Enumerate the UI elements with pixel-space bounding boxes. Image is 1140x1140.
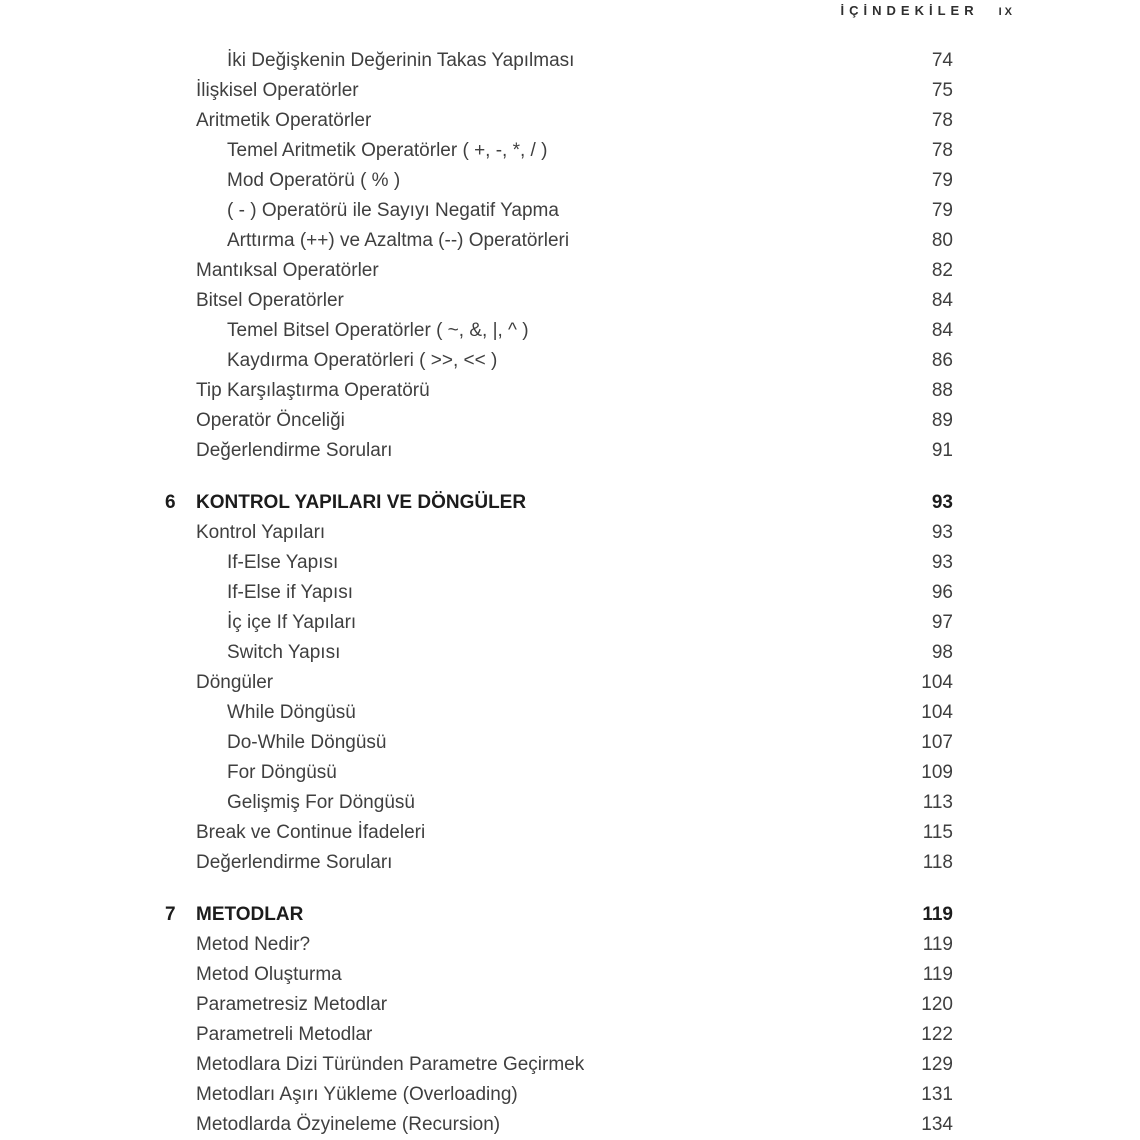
toc-entry-title: Kontrol Yapıları — [196, 522, 326, 543]
toc-entry-title: KONTROL YAPILARI VE DÖNGÜLER — [196, 492, 527, 513]
toc-entry-row — [165, 608, 953, 638]
toc-entry-title: Metodlarda Özyineleme (Recursion) — [196, 1114, 501, 1135]
toc-entry-page: 93 — [931, 492, 953, 513]
toc-entry-page: 91 — [931, 440, 953, 461]
toc-entry-title: Operatör Önceliği — [196, 410, 345, 431]
toc-entry-title: Metodlara Dizi Türünden Parametre Geçirmek — [196, 1054, 585, 1075]
toc-entry-page: 115 — [922, 822, 953, 843]
toc-entry-page: 75 — [931, 80, 953, 101]
toc-entry-row — [165, 226, 953, 256]
toc-entry-page: 86 — [931, 350, 953, 371]
toc-entry-row — [165, 166, 953, 196]
toc-entry-title: Metod Oluşturma — [196, 964, 342, 985]
toc-entry-page: 88 — [931, 380, 953, 401]
toc-entry-row — [165, 788, 953, 818]
toc-entry-row — [165, 286, 953, 316]
toc-entry-page: 119 — [922, 964, 953, 985]
toc-entry-row — [165, 406, 953, 436]
toc-entry-row — [165, 1020, 953, 1050]
chapter-number: 6 — [165, 492, 176, 513]
toc-entry-title: Do-While Döngüsü — [227, 732, 387, 753]
toc-entry-title: Tip Karşılaştırma Operatörü — [196, 380, 430, 401]
toc-entry-page: 118 — [922, 852, 953, 873]
toc-entry-page: 122 — [921, 1024, 953, 1045]
toc-entry-row — [165, 1110, 953, 1140]
toc-entry-title: Bitsel Operatörler — [196, 290, 344, 311]
toc-entry-title: Parametreli Metodlar — [196, 1024, 373, 1045]
toc-entry-page: 78 — [931, 140, 953, 161]
toc-entry-page: 84 — [931, 290, 953, 311]
toc-entry-row — [165, 256, 953, 286]
toc-entry-page: 134 — [921, 1114, 953, 1135]
toc-entry-page: 113 — [922, 792, 953, 813]
toc-entry-page: 89 — [931, 410, 953, 431]
toc-entry-row — [165, 106, 953, 136]
toc-entry-page: 84 — [931, 320, 953, 341]
toc-entry-title: Metodları Aşırı Yükleme (Overloading) — [196, 1084, 518, 1105]
toc-entry-page: 82 — [931, 260, 953, 281]
toc-entry-page: 93 — [931, 552, 953, 573]
toc-entry-row — [165, 668, 953, 698]
toc-entry-page: 120 — [921, 994, 953, 1015]
toc-chapter-row — [165, 488, 953, 518]
toc-entry-title: Parametresiz Metodlar — [196, 994, 388, 1015]
toc-entry-row — [165, 848, 953, 878]
toc-entry-title: Switch Yapısı — [227, 642, 341, 663]
toc-entry-row — [165, 728, 953, 758]
toc-entry-title: İlişkisel Operatörler — [196, 80, 359, 101]
toc-entry-title: METODLAR — [196, 904, 304, 925]
toc-entry-page: 96 — [931, 582, 953, 603]
toc-entry-row — [165, 436, 953, 466]
toc-entry-title: İki Değişkenin Değerinin Takas Yapılması — [227, 50, 575, 71]
toc-entry-page: 131 — [921, 1084, 953, 1105]
toc-entry-title: Mod Operatörü ( % ) — [227, 170, 401, 191]
toc-entry-row — [165, 638, 953, 668]
toc-entry-row — [165, 316, 953, 346]
toc-entry-page: 119 — [922, 934, 953, 955]
toc-list — [165, 46, 953, 1140]
toc-entry-title: If-Else if Yapısı — [227, 582, 354, 603]
toc-chapter-row — [165, 900, 953, 930]
toc-entry-title: Break ve Continue İfadeleri — [196, 822, 426, 843]
toc-entry-title: İç içe If Yapıları — [227, 612, 357, 633]
toc-entry-title: Temel Bitsel Operatörler ( ~, &, |, ^ ) — [227, 320, 529, 341]
page-header — [841, 3, 1015, 18]
header-page-number: IX — [998, 6, 1015, 18]
toc-entry-page: 107 — [921, 732, 953, 753]
toc-entry-row — [165, 960, 953, 990]
toc-entry-title: Kaydırma Operatörleri ( >>, << ) — [227, 350, 498, 371]
toc-entry-page: 80 — [931, 230, 953, 251]
toc-entry-title: Değerlendirme Soruları — [196, 852, 393, 873]
header-title: İÇİNDEKİLER — [840, 3, 979, 18]
toc-entry-title: Mantıksal Operatörler — [196, 260, 379, 281]
toc-entry-title: Değerlendirme Soruları — [196, 440, 393, 461]
toc-entry-title: While Döngüsü — [227, 702, 356, 723]
toc-entry-row — [165, 1050, 953, 1080]
toc-entry-row — [165, 758, 953, 788]
toc-entry-title: Arttırma (++) ve Azaltma (--) Operatörleri — [227, 230, 570, 251]
toc-entry-row — [165, 76, 953, 106]
toc-entry-page: 74 — [931, 50, 953, 71]
toc-entry-title: If-Else Yapısı — [227, 552, 339, 573]
toc-entry-page: 97 — [931, 612, 953, 633]
toc-entry-page: 79 — [931, 200, 953, 221]
toc-entry-title: Döngüler — [196, 672, 274, 693]
toc-entry-page: 109 — [921, 762, 953, 783]
toc-entry-row — [165, 518, 953, 548]
toc-entry-row — [165, 376, 953, 406]
toc-entry-row — [165, 818, 953, 848]
toc-entry-title: Gelişmiş For Döngüsü — [227, 792, 415, 813]
toc-entry-row — [165, 346, 953, 376]
toc-entry-row — [165, 930, 953, 960]
chapter-number: 7 — [165, 904, 176, 925]
toc-entry-title: Temel Aritmetik Operatörler ( +, -, *, / ) — [227, 140, 548, 161]
toc-entry-page: 104 — [921, 672, 953, 693]
toc-entry-row — [165, 698, 953, 728]
toc-entry-page: 104 — [921, 702, 953, 723]
toc-entry-row — [165, 990, 953, 1020]
toc-entry-row — [165, 196, 953, 226]
toc-entry-row — [165, 1080, 953, 1110]
toc-entry-page: 119 — [922, 904, 953, 925]
toc-entry-row — [165, 136, 953, 166]
toc-entry-row — [165, 548, 953, 578]
toc-entry-page: 98 — [931, 642, 953, 663]
toc-entry-row — [165, 46, 953, 76]
toc-entry-row — [165, 578, 953, 608]
toc-entry-page: 78 — [931, 110, 953, 131]
toc-entry-title: Metod Nedir? — [196, 934, 311, 955]
toc-entry-page: 93 — [931, 522, 953, 543]
toc-entry-title: ( - ) Operatörü ile Sayıyı Negatif Yapma — [227, 200, 559, 221]
toc-entry-title: Aritmetik Operatörler — [196, 110, 372, 131]
toc-entry-title: For Döngüsü — [227, 762, 337, 783]
toc-entry-page: 129 — [921, 1054, 953, 1075]
toc-entry-page: 79 — [931, 170, 953, 191]
